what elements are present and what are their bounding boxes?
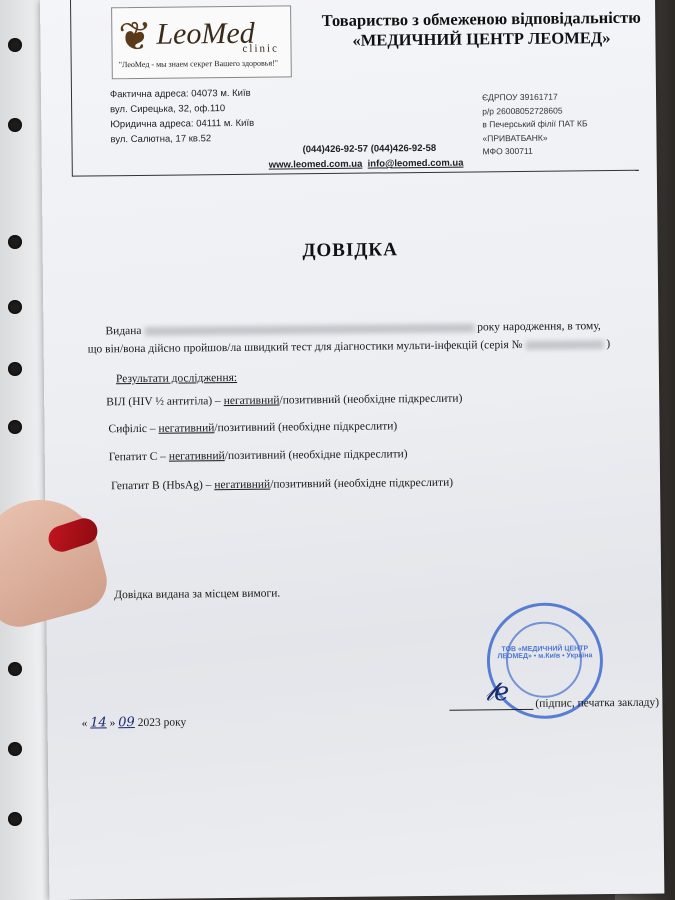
certificate-sheet — [40, 0, 664, 900]
lion-icon: ❦ — [118, 13, 153, 61]
letterhead — [70, 0, 639, 177]
result-negative: негативний — [223, 394, 280, 408]
address-line: Юридична адреса: 04111 м. Київ — [110, 117, 255, 131]
company-line-1: Товариство з обмеженою відповідальністю — [321, 7, 641, 31]
bank-details — [482, 90, 639, 159]
test-line — [88, 338, 611, 355]
result-rest: /позитивний (необхідне підкреслити) — [214, 420, 398, 435]
punch-hole — [8, 300, 22, 314]
birth-text: року народження, в тому, — [477, 320, 601, 334]
logo-subtitle: clinic — [242, 42, 280, 55]
date-quote-close: » — [109, 717, 116, 730]
test-line-end: ) — [606, 338, 611, 351]
date-month: 09 — [118, 715, 135, 731]
email-link: info@leomed.com.ua — [367, 157, 464, 170]
result-row — [109, 448, 408, 463]
bank-line: р/р 26008052728605 — [482, 105, 563, 116]
place-note: Довідка видана за місцем вимоги. — [114, 587, 281, 602]
results-heading: Результати дослідження: — [115, 371, 238, 386]
bank-line: в Печерський філії ПАТ КБ «ПРИВАТБАНК» — [482, 118, 588, 143]
website-link: www.leomed.com.ua — [268, 158, 363, 171]
date-year: 2023 року — [137, 716, 187, 730]
stamp-text: ТОВ «МЕДИЧНИЙ ЦЕНТР ЛЕОМЕД» • м.Київ • Україна — [497, 645, 593, 661]
address-line: вул. Сирецька, 32, оф.110 — [110, 103, 226, 116]
punch-hole — [8, 362, 22, 376]
clinic-logo — [111, 5, 292, 79]
address-line: вул. Салютна, 17 кв.52 — [110, 133, 212, 146]
punch-hole — [8, 38, 22, 52]
punch-hole — [8, 118, 22, 132]
issued-line — [105, 320, 600, 337]
document-title: ДОВІДКА — [302, 239, 398, 262]
result-rest: /позитивний (необхідне підкреслити) — [224, 448, 408, 463]
logo-slogan: "ЛеоМед - мы знаем секрет Вашего здоровья!" — [118, 58, 279, 70]
result-row — [108, 420, 397, 435]
date-quote-open: « — [81, 717, 88, 730]
address-line: Фактична адреса: 04073 м. Київ — [109, 87, 251, 101]
test-text: що він/вона дійсно пройшов/ла швидкий тест для діагностики мульти-інфекцій (серія № — [87, 338, 523, 356]
signature-caption: (підпис, печатка закладу) — [535, 696, 660, 710]
bank-line: МФО 300711 — [482, 145, 533, 157]
result-negative: негативний — [214, 478, 271, 492]
date-day: 14 — [90, 715, 107, 731]
finger — [0, 487, 113, 634]
address-block — [110, 86, 254, 148]
company-line-2: «МЕДИЧНИЙ ЦЕНТР ЛЕОМЕД» — [352, 28, 611, 50]
result-label: Гепатит С – — [108, 450, 167, 464]
result-rest: /позитивний (необхідне підкреслити) — [279, 392, 463, 407]
punch-hole — [8, 742, 22, 756]
result-label: Сифіліс – — [108, 422, 156, 436]
result-negative: негативний — [158, 422, 215, 435]
result-rest: /позитивний (необхідне підкреслити) — [270, 476, 454, 491]
bank-line: ЄДРПОУ 39161717 — [481, 91, 558, 103]
punch-hole — [8, 235, 22, 249]
result-label: ВІЛ (HIV ½ антитіла) – — [106, 395, 221, 409]
issued-label: Видана — [105, 324, 142, 338]
punch-hole — [8, 420, 22, 434]
punch-hole — [8, 812, 22, 826]
result-negative: негативний — [168, 450, 225, 463]
result-row — [106, 393, 462, 409]
redacted-series — [525, 340, 603, 350]
signature-mark: 𝓁𝑒 — [485, 677, 510, 708]
company-name — [291, 7, 671, 51]
web-contacts — [269, 158, 464, 171]
date-line — [81, 715, 186, 731]
result-label: Гепатит В (HbsAg) – — [111, 479, 212, 493]
result-row — [111, 477, 453, 493]
hand-holding-sheet — [0, 470, 100, 670]
redacted-name — [144, 323, 474, 335]
logo-name: LeoMed — [156, 16, 255, 51]
phone-numbers: (044)426-92-57 (044)426-92-58 — [302, 142, 437, 156]
